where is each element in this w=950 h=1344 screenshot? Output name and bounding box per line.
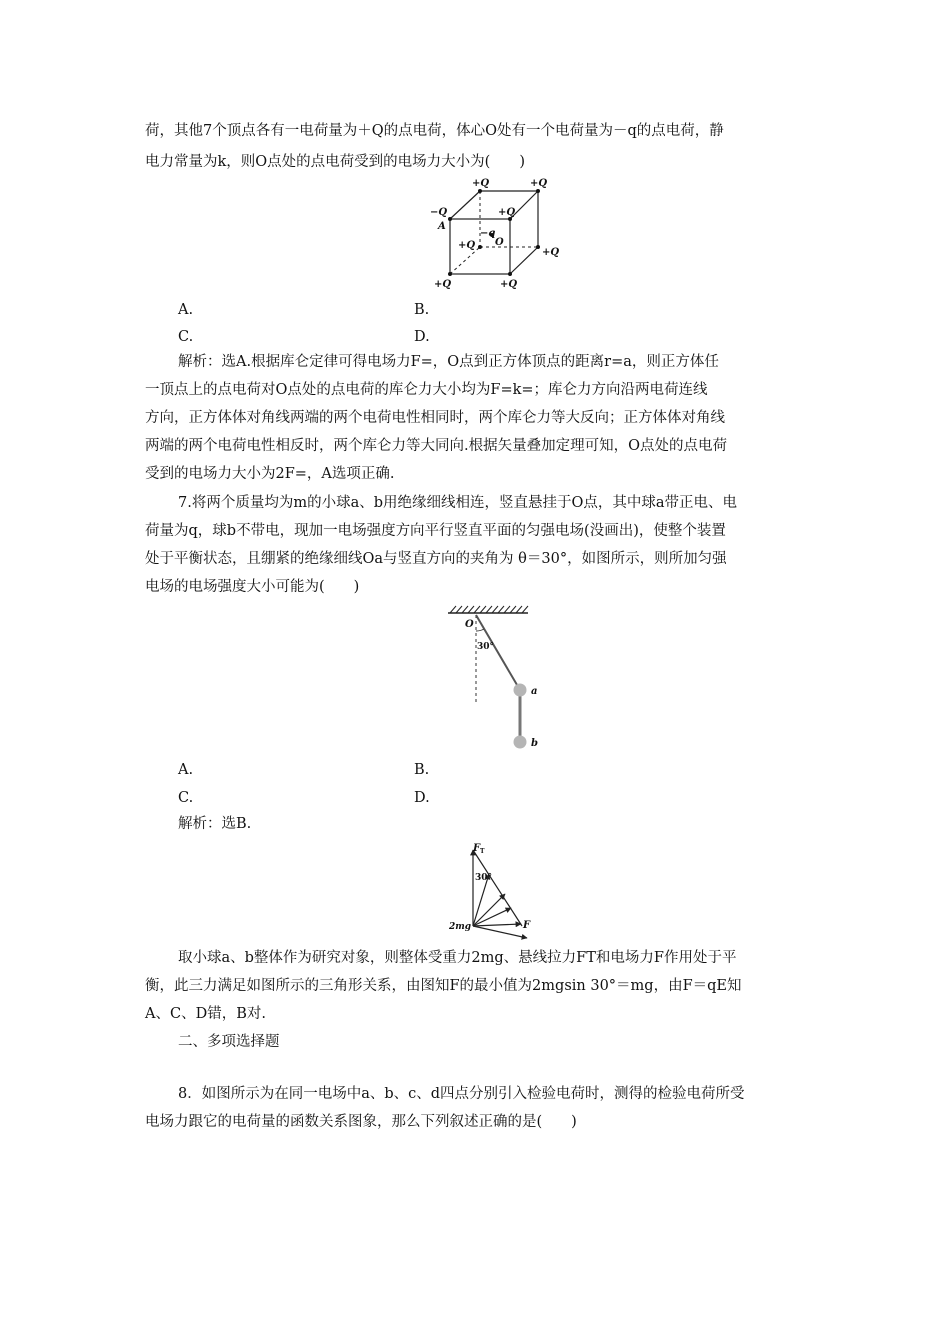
label-o: O bbox=[465, 619, 474, 630]
q7-option-a[interactable]: A. bbox=[178, 762, 194, 778]
q6-option-d[interactable]: D. bbox=[414, 329, 430, 345]
pendulum-figure bbox=[440, 603, 560, 753]
label-top-front-right: +Q bbox=[498, 207, 516, 218]
q6-solution-line-1: 解析：选A.根据库仑定律可得电场力F=，O点到正方体顶点的距离r=a，则正方体任 bbox=[178, 354, 719, 370]
q7-stem-line-4: 电场的电场强度大小可能为( ) bbox=[145, 579, 360, 595]
label-bottom-front-left: +Q bbox=[434, 279, 452, 290]
q8-stem-line-2: 电场力跟它的电荷量的函数关系图象，那么下列叙述正确的是( ) bbox=[145, 1114, 577, 1130]
q7-option-b[interactable]: B. bbox=[414, 762, 430, 778]
label-angle: 30° bbox=[477, 642, 495, 652]
q6-solution-line-4: 两端的两个电荷电性相反时，两个库仑力等大同向.根据矢量叠加定理可知，O点处的点电荷 bbox=[145, 438, 727, 454]
q6-option-c[interactable]: C. bbox=[178, 329, 194, 345]
q7-solution-line-2: 衡，此三力满足如图所示的三角形关系，由图知F的最小值为2mgsin 30°＝mg，由F＝qE知 bbox=[145, 978, 742, 994]
q6-stem-line-1: 荷，其他7个顶点各有一电荷量为＋Q的点电荷，体心O处有一个电荷量为－q的点电荷，静 bbox=[145, 123, 724, 139]
label-center-o: O bbox=[495, 237, 504, 248]
q8-stem-line-1: 8．如图所示为在同一电场中a、b、c、d四点分别引入检验电荷时，测得的检验电荷所受 bbox=[178, 1086, 745, 1102]
q7-option-d[interactable]: D. bbox=[414, 790, 430, 806]
q7-solution-head: 解析：选B. bbox=[178, 816, 252, 832]
label-center-charge: −q bbox=[480, 228, 496, 239]
q7-solution-line-1: 取小球a、b整体作为研究对象，则整体受重力2mg、悬线拉力FT和电场力F作用处于平 bbox=[178, 950, 737, 966]
q6-option-b[interactable]: B. bbox=[414, 302, 430, 318]
q7-stem-line-1: 7.将两个质量均为m的小球a、b用绝缘细线相连，竖直悬挂于O点，其中球a带正电、电 bbox=[178, 495, 738, 511]
label-ft: F bbox=[473, 843, 481, 854]
label-top-back-right: +Q bbox=[530, 178, 548, 189]
label-ft-sub: T bbox=[480, 848, 485, 855]
label-bottom-back-right: +Q bbox=[542, 247, 560, 258]
label-f: F bbox=[523, 920, 531, 931]
q6-solution-line-5: 受到的电场力大小为2F=，A选项正确. bbox=[145, 466, 395, 482]
label-ball-a: a bbox=[531, 686, 538, 697]
label-top-back-left: +Q bbox=[472, 178, 490, 189]
q7-stem-line-3: 处于平衡状态，且绷紧的绝缘细线Oa与竖直方向的夹角为 θ＝30°，如图所示，则所加匀强 bbox=[145, 551, 727, 567]
label-force-angle: 30° bbox=[475, 873, 493, 883]
label-vertex-a: A bbox=[438, 221, 446, 232]
q7-solution-line-3: A、C、D错，B对. bbox=[145, 1006, 266, 1022]
q7-option-c[interactable]: C. bbox=[178, 790, 194, 806]
section-title: 二、多项选择题 bbox=[178, 1034, 280, 1050]
label-top-front-left: −Q bbox=[430, 207, 448, 218]
cube-charge-figure bbox=[420, 173, 570, 293]
label-bottom-front-right: +Q bbox=[500, 279, 518, 290]
label-bottom-back-left: +Q bbox=[458, 240, 476, 251]
q6-solution-line-2: 一顶点上的点电荷对O点处的点电荷的库仑力大小均为F=k=；库仑力方向沿两电荷连线 bbox=[145, 382, 708, 398]
q6-solution-line-3: 方向，正方体体对角线两端的两个电荷电性相同时，两个库仑力等大反向；正方体体对角线 bbox=[145, 410, 725, 426]
label-2mg: 2mg bbox=[449, 922, 472, 932]
q6-stem-line-2: 电力常量为k，则O点处的点电荷受到的电场力大小为( ) bbox=[145, 154, 525, 170]
q7-stem-line-2: 荷量为q，球b不带电，现加一电场强度方向平行竖直平面的匀强电场(没画出)，使整个装置 bbox=[145, 523, 726, 539]
q6-option-a[interactable]: A. bbox=[178, 302, 194, 318]
label-ball-b: b bbox=[531, 738, 538, 749]
force-triangle-figure bbox=[445, 838, 555, 948]
